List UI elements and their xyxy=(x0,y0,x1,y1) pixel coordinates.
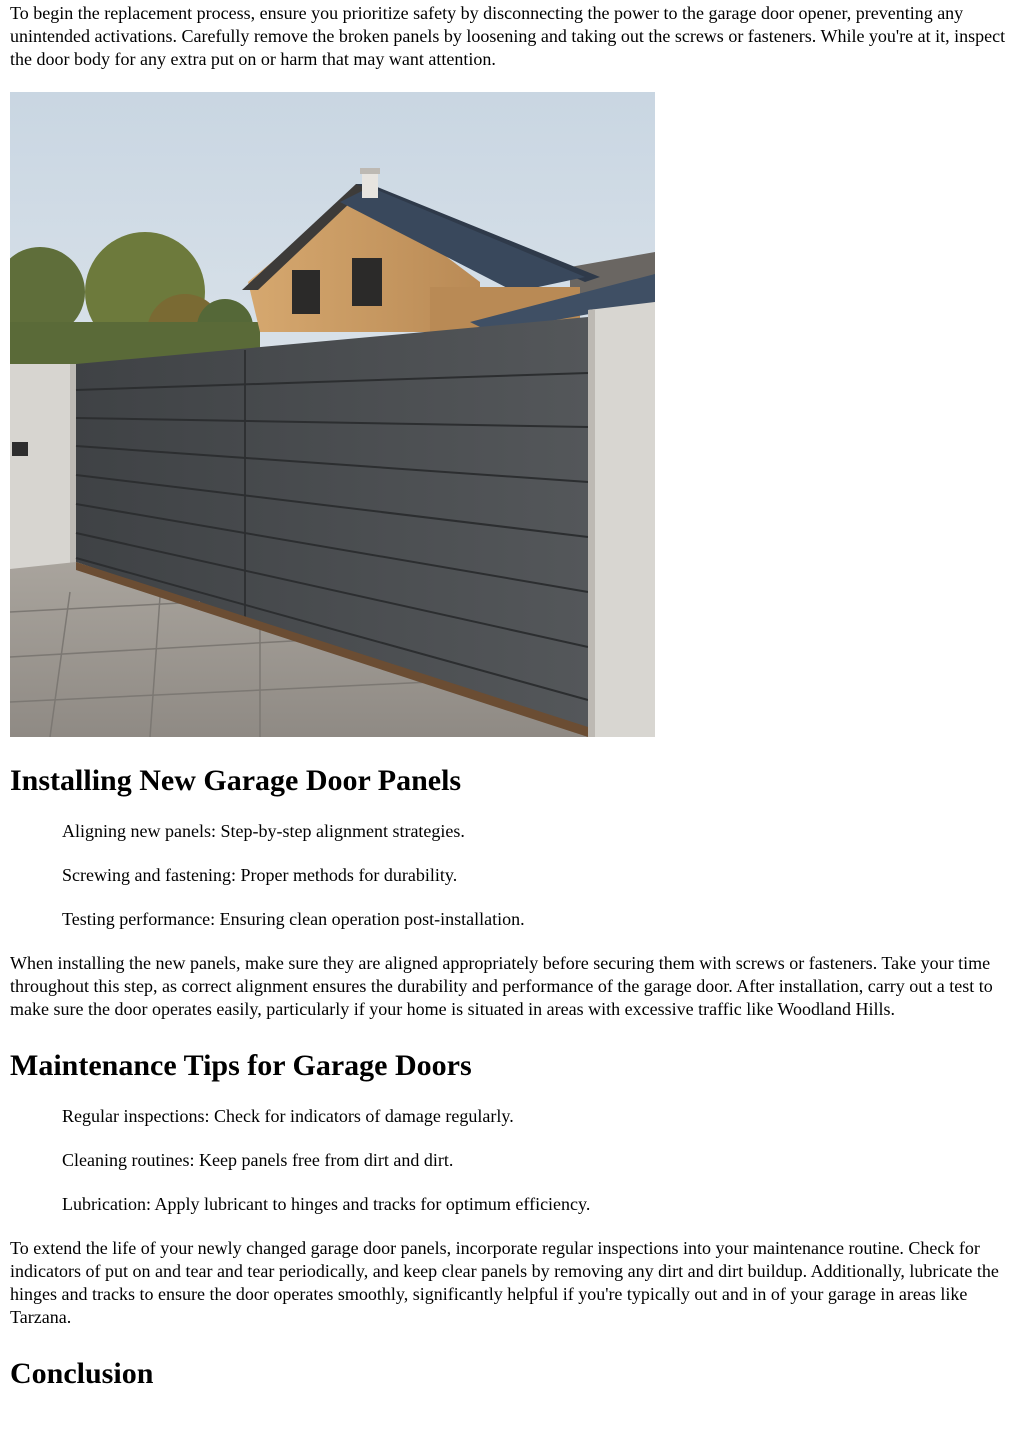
installing-paragraph: When installing the new panels, make sure they are aligned appropriately before securing them with screws or fasteners. Take your time throughout this step, as correct alignment ensures the durability and performance of the garage door. After installation, carry out a test to make sure the door operates easily, particularly if your home is situated in areas with excessive traffic like Woodland Hills. xyxy=(10,953,993,1019)
list-item: Lubrication: Apply lubricant to hinges and tracks for optimum efficiency. xyxy=(62,1194,591,1214)
list-item: Aligning new panels: Step-by-step alignment strategies. xyxy=(62,821,465,841)
list-item: Cleaning routines: Keep panels free from dirt and dirt. xyxy=(62,1150,454,1170)
garage-gate-photo xyxy=(10,92,655,737)
list-item: Testing performance: Ensuring clean operation post-installation. xyxy=(62,909,525,929)
list-item: Regular inspections: Check for indicators of damage regularly. xyxy=(62,1106,514,1126)
article xyxy=(0,2,1024,1391)
section-heading-maintenance: Maintenance Tips for Garage Doors xyxy=(10,1049,472,1082)
section-heading-installing: Installing New Garage Door Panels xyxy=(10,764,462,797)
intro-paragraph: To begin the replacement process, ensure you prioritize safety by disconnecting the power to the garage door opener, preventing any unintended activations. Carefully remove the broken panels by loosening and taking out the screws or fasteners. While you're at it, inspect the door body for any extra put on or harm that may want attention. xyxy=(10,3,1006,69)
section-heading-conclusion: Conclusion xyxy=(10,1357,154,1390)
maintenance-paragraph: To extend the life of your newly changed garage door panels, incorporate regular inspections into your maintenance routine. Check for indicators of put on and tear and tear periodically, and keep clear panels by removing any dirt and dirt buildup. Additionally, lubricate the hinges and tracks to ensure the door operates smoothly, significantly helpful if you're typically out and in of your garage in areas like Tarzana. xyxy=(10,1238,999,1327)
maintenance-list xyxy=(10,1105,1014,1216)
installing-list xyxy=(10,820,1014,931)
list-item: Screwing and fastening: Proper methods for durability. xyxy=(62,865,458,885)
